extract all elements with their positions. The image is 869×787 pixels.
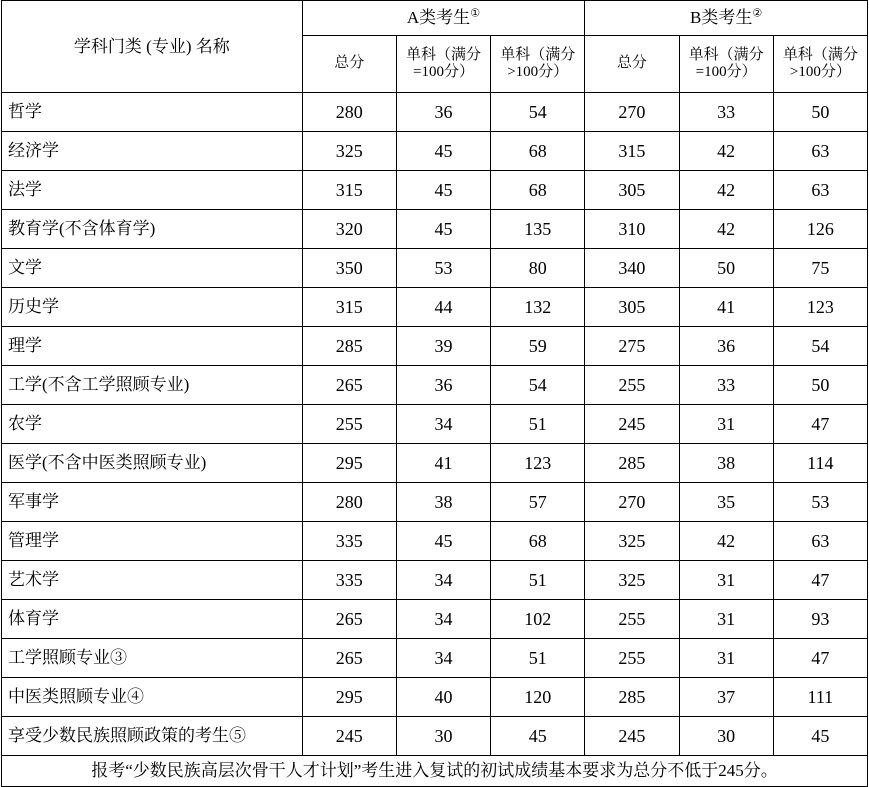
row-name: 军事学	[2, 483, 303, 522]
table-row	[2, 483, 868, 522]
row-b-single-100: 31	[679, 600, 773, 639]
footnote-text: 报考“少数民族高层次骨干人才计划”考生进入复试的初试成绩基本要求为总分不低于245分。	[2, 756, 868, 787]
row-b-single-over-100: 75	[773, 249, 867, 288]
row-name: 享受少数民族照顾政策的考生⑤	[2, 717, 303, 756]
table-row	[2, 444, 868, 483]
header-group-b	[585, 1, 868, 36]
row-b-single-over-100: 47	[773, 405, 867, 444]
row-name: 法学	[2, 171, 303, 210]
row-b-single-100: 42	[679, 171, 773, 210]
row-name: 医学(不含中医类照顾专业)	[2, 444, 303, 483]
row-b-single-100: 31	[679, 561, 773, 600]
row-a-single-100: 44	[396, 288, 490, 327]
row-a-total: 335	[302, 522, 396, 561]
row-b-total: 305	[585, 171, 679, 210]
row-b-single-over-100: 114	[773, 444, 867, 483]
row-name: 历史学	[2, 288, 303, 327]
header-a-total	[302, 36, 396, 93]
row-a-total: 255	[302, 405, 396, 444]
row-a-single-over-100: 132	[491, 288, 585, 327]
row-a-single-100: 41	[396, 444, 490, 483]
row-b-single-over-100: 53	[773, 483, 867, 522]
header-name-label: 学科门类 (专业) 名称	[73, 36, 230, 56]
table-row	[2, 600, 868, 639]
table-row	[2, 561, 868, 600]
row-a-single-100: 45	[396, 210, 490, 249]
row-b-single-over-100: 50	[773, 366, 867, 405]
header-b-single-over-100	[773, 36, 867, 93]
row-name: 中医类照顾专业④	[2, 678, 303, 717]
table-row	[2, 678, 868, 717]
row-a-single-over-100: 51	[491, 405, 585, 444]
footnote-mark-1: ①	[470, 7, 481, 20]
table-row	[2, 132, 868, 171]
row-a-total: 265	[302, 600, 396, 639]
row-b-single-100: 37	[679, 678, 773, 717]
row-a-total: 315	[302, 288, 396, 327]
row-a-total: 280	[302, 483, 396, 522]
header-a-single-over-100-line1: 单科（满分	[500, 46, 576, 63]
table-row	[2, 639, 868, 678]
row-b-total: 270	[585, 483, 679, 522]
row-b-total: 340	[585, 249, 679, 288]
row-name: 教育学(不含体育学)	[2, 210, 303, 249]
row-a-total: 245	[302, 717, 396, 756]
row-a-single-100: 34	[396, 639, 490, 678]
row-name: 经济学	[2, 132, 303, 171]
row-b-single-100: 38	[679, 444, 773, 483]
footnote-mark-2: ②	[752, 7, 763, 20]
header-group-b-label: B类考生	[690, 8, 753, 28]
header-a-single-over-100-line2: >100分）	[507, 64, 569, 80]
row-a-single-100: 34	[396, 600, 490, 639]
table-row	[2, 405, 868, 444]
row-b-single-100: 30	[679, 717, 773, 756]
header-a-total-line1: 总分	[334, 55, 365, 72]
row-a-single-over-100: 54	[491, 93, 585, 132]
row-a-total: 335	[302, 561, 396, 600]
row-a-single-over-100: 68	[491, 171, 585, 210]
header-a-single-100	[396, 36, 490, 93]
row-a-single-100: 45	[396, 522, 490, 561]
row-b-total: 315	[585, 132, 679, 171]
table-header	[2, 1, 868, 93]
row-b-single-100: 41	[679, 288, 773, 327]
row-b-single-100: 42	[679, 132, 773, 171]
row-b-single-over-100: 50	[773, 93, 867, 132]
header-b-single-over-100-line1: 单科（满分	[782, 46, 858, 63]
table-row	[2, 327, 868, 366]
row-b-single-100: 33	[679, 366, 773, 405]
row-b-total: 245	[585, 717, 679, 756]
row-b-single-over-100: 45	[773, 717, 867, 756]
row-a-single-over-100: 54	[491, 366, 585, 405]
row-b-total: 275	[585, 327, 679, 366]
row-b-single-over-100: 47	[773, 561, 867, 600]
row-a-single-100: 34	[396, 405, 490, 444]
row-name: 理学	[2, 327, 303, 366]
row-a-single-100: 38	[396, 483, 490, 522]
row-b-single-100: 42	[679, 522, 773, 561]
row-name: 工学(不含工学照顾专业)	[2, 366, 303, 405]
row-a-total: 280	[302, 93, 396, 132]
header-b-single-100-line2: =100分）	[695, 64, 757, 80]
row-name: 体育学	[2, 600, 303, 639]
row-b-single-100: 36	[679, 327, 773, 366]
row-a-single-100: 36	[396, 366, 490, 405]
row-a-total: 295	[302, 444, 396, 483]
row-a-single-over-100: 45	[491, 717, 585, 756]
row-a-single-100: 45	[396, 171, 490, 210]
row-b-single-over-100: 47	[773, 639, 867, 678]
row-b-total: 255	[585, 639, 679, 678]
header-group-row	[2, 1, 868, 36]
header-group-a	[302, 1, 585, 36]
table-row	[2, 210, 868, 249]
row-a-single-over-100: 135	[491, 210, 585, 249]
row-b-single-over-100: 126	[773, 210, 867, 249]
header-b-single-over-100-line2: >100分）	[789, 64, 851, 80]
table-row	[2, 288, 868, 327]
table-body	[2, 93, 868, 787]
row-b-total: 245	[585, 405, 679, 444]
row-b-single-over-100: 54	[773, 327, 867, 366]
row-b-total: 285	[585, 678, 679, 717]
table-row	[2, 366, 868, 405]
row-b-single-over-100: 93	[773, 600, 867, 639]
row-a-single-over-100: 102	[491, 600, 585, 639]
row-b-single-100: 31	[679, 405, 773, 444]
row-a-single-100: 45	[396, 132, 490, 171]
row-a-total: 265	[302, 366, 396, 405]
row-a-single-over-100: 68	[491, 522, 585, 561]
row-a-single-over-100: 51	[491, 639, 585, 678]
row-b-single-over-100: 111	[773, 678, 867, 717]
header-name-column	[2, 1, 303, 93]
header-b-total	[585, 36, 679, 93]
row-a-single-over-100: 59	[491, 327, 585, 366]
row-b-single-100: 35	[679, 483, 773, 522]
row-a-single-100: 36	[396, 93, 490, 132]
footnote-row	[2, 756, 868, 787]
row-a-single-100: 39	[396, 327, 490, 366]
row-b-single-over-100: 63	[773, 132, 867, 171]
row-b-total: 270	[585, 93, 679, 132]
header-a-single-100-line2: =100分）	[413, 64, 474, 80]
row-b-total: 305	[585, 288, 679, 327]
row-a-single-over-100: 51	[491, 561, 585, 600]
row-a-total: 350	[302, 249, 396, 288]
row-b-single-100: 50	[679, 249, 773, 288]
table-row	[2, 717, 868, 756]
row-b-total: 285	[585, 444, 679, 483]
row-b-total: 255	[585, 600, 679, 639]
header-b-single-100-line1: 单科（满分	[688, 46, 764, 63]
header-a-single-over-100	[491, 36, 585, 93]
table-row	[2, 171, 868, 210]
row-b-single-over-100: 63	[773, 522, 867, 561]
row-b-total: 325	[585, 522, 679, 561]
header-a-single-100-line1: 单科（满分	[405, 46, 481, 63]
row-a-total: 320	[302, 210, 396, 249]
row-name: 艺术学	[2, 561, 303, 600]
row-a-total: 325	[302, 132, 396, 171]
row-a-single-over-100: 80	[491, 249, 585, 288]
row-a-total: 295	[302, 678, 396, 717]
row-a-single-over-100: 120	[491, 678, 585, 717]
row-a-single-over-100: 123	[491, 444, 585, 483]
row-b-total: 255	[585, 366, 679, 405]
table-row	[2, 93, 868, 132]
row-b-total: 310	[585, 210, 679, 249]
row-a-single-100: 34	[396, 561, 490, 600]
header-b-total-line1: 总分	[616, 55, 647, 72]
header-group-a-label: A类考生	[406, 8, 471, 28]
row-a-single-100: 30	[396, 717, 490, 756]
row-b-single-over-100: 63	[773, 171, 867, 210]
score-table	[1, 0, 868, 787]
table-row	[2, 249, 868, 288]
row-b-single-100: 31	[679, 639, 773, 678]
row-name: 管理学	[2, 522, 303, 561]
row-a-single-100: 40	[396, 678, 490, 717]
row-b-single-100: 42	[679, 210, 773, 249]
row-a-single-over-100: 57	[491, 483, 585, 522]
row-name: 工学照顾专业③	[2, 639, 303, 678]
row-a-single-100: 53	[396, 249, 490, 288]
header-b-single-100	[679, 36, 773, 93]
row-b-single-100: 33	[679, 93, 773, 132]
row-b-single-over-100: 123	[773, 288, 867, 327]
row-name: 农学	[2, 405, 303, 444]
row-name: 文学	[2, 249, 303, 288]
row-b-total: 325	[585, 561, 679, 600]
table-row	[2, 522, 868, 561]
row-a-single-over-100: 68	[491, 132, 585, 171]
row-a-total: 315	[302, 171, 396, 210]
row-a-total: 285	[302, 327, 396, 366]
row-a-total: 265	[302, 639, 396, 678]
row-name: 哲学	[2, 93, 303, 132]
